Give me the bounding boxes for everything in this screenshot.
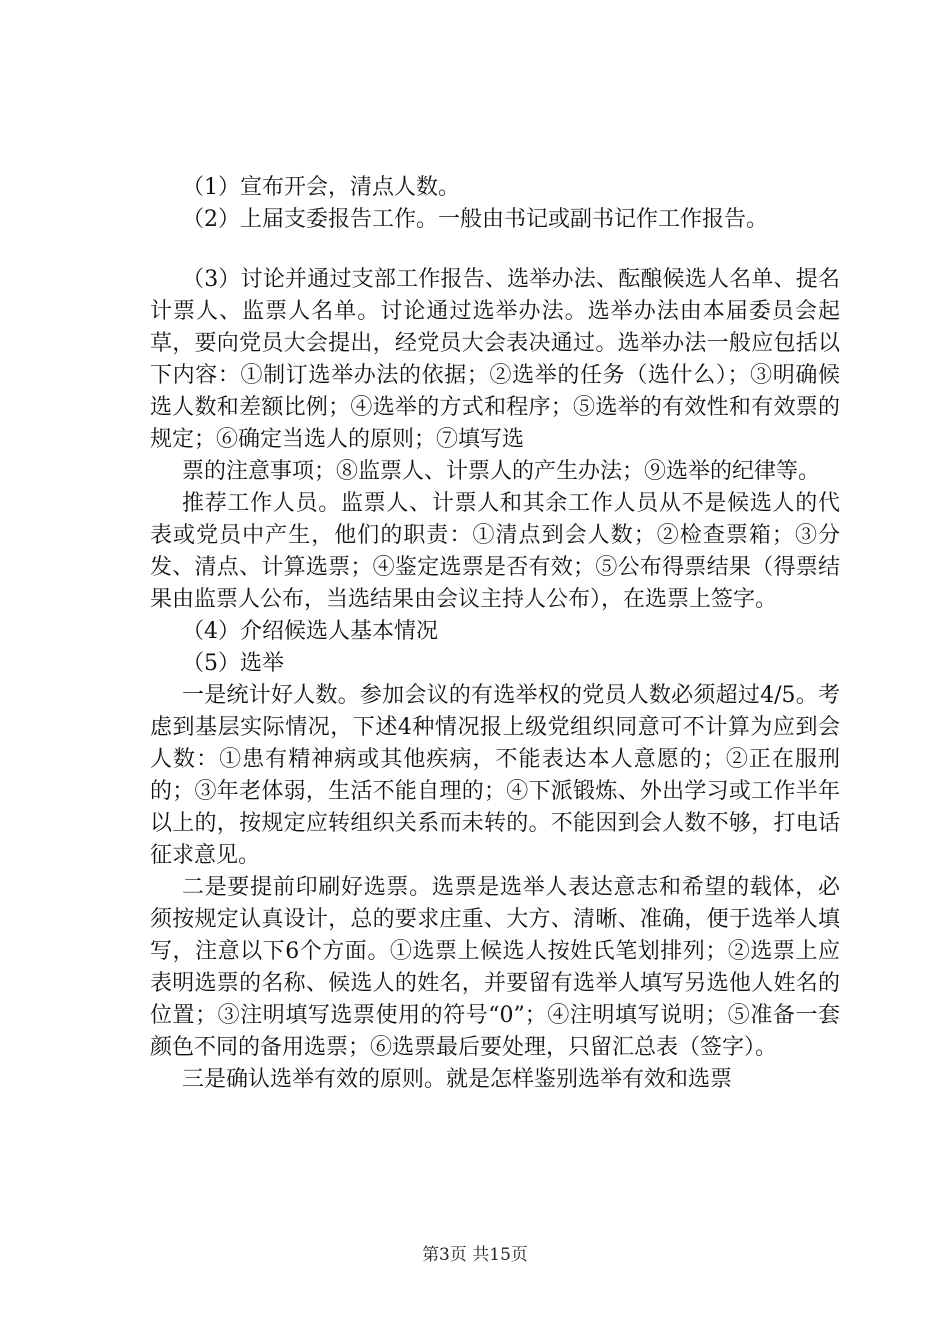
paragraph: （1）宣布开会，清点人数。 [182, 175, 460, 200]
paragraph: 二是要提前印刷好选票。选票是选举人表达意志和希望的载体，必须按规定认真设计，总的要求庄重、大方、清晰、准确，便于选举人填写，注意以下6个方面。①选票上候选人按姓氏笔划排列；②选票上应表明选票的名称、候选人的姓名，并要留有选举人填写另选他人姓名的位置；③注明填写选票使用的符号“0”；④注明填写说明；⑤准备一套颜色不同的备用选票；⑥选票最后要处理，只留汇总表（签字）。 [150, 875, 840, 1060]
document-body [150, 172, 840, 1096]
paragraph: （3）讨论并通过支部工作报告、选举办法、酝酿候选人名单、提名计票人、监票人名单。讨论通过选举办法。选举办法由本届委员会起草，要向党员大会提出，经党员大会表决通过。选举办法一般应包括以下内容：①制订选举办法的依据；②选举的任务（选什么）；③明确候选人数和差额比例；④选举的方式和程序；⑤选举的有效性和有效票的规定；⑥确定当选人的原则；⑦填写选 [150, 267, 840, 452]
paragraph: 三是确认选举有效的原则。就是怎样鉴别选举有效和选票 [182, 1067, 733, 1092]
paragraph: 推荐工作人员。监票人、计票人和其余工作人员从不是候选人的代表或党员中产生，他们的职责：①清点到会人数；②检查票箱；③分发、清点、计算选票；④鉴定选票是否有效；⑤公布得票结果（得票结果由监票人公布，当选结果由会议主持人公布），在选票上签字。 [150, 491, 840, 612]
paragraph: 一是统计好人数。参加会议的有选举权的党员人数必须超过4/5。考虑到基层实际情况，下述4种情况报上级党组织同意可不计算为应到会人数：①患有精神病或其他疾病，不能表达本人意愿的；②正在服刑的；③年老体弱，生活不能自理的；④下派锻炼、外出学习或工作半年以上的，按规定应转组织关系而未转的。不能因到会人数不够，打电话征求意见。 [150, 683, 840, 868]
paragraph: （4）介绍候选人基本情况 [182, 619, 438, 644]
paragraph: 票的注意事项；⑧监票人、计票人的产生办法；⑨选举的纪律等。 [182, 459, 821, 484]
paragraph: （2）上届支委报告工作。一般由书记或副书记作工作报告。 [182, 207, 768, 232]
paragraph: （5）选举 [182, 651, 284, 676]
page-number-footer: 第3页 共15页 [422, 1245, 528, 1265]
